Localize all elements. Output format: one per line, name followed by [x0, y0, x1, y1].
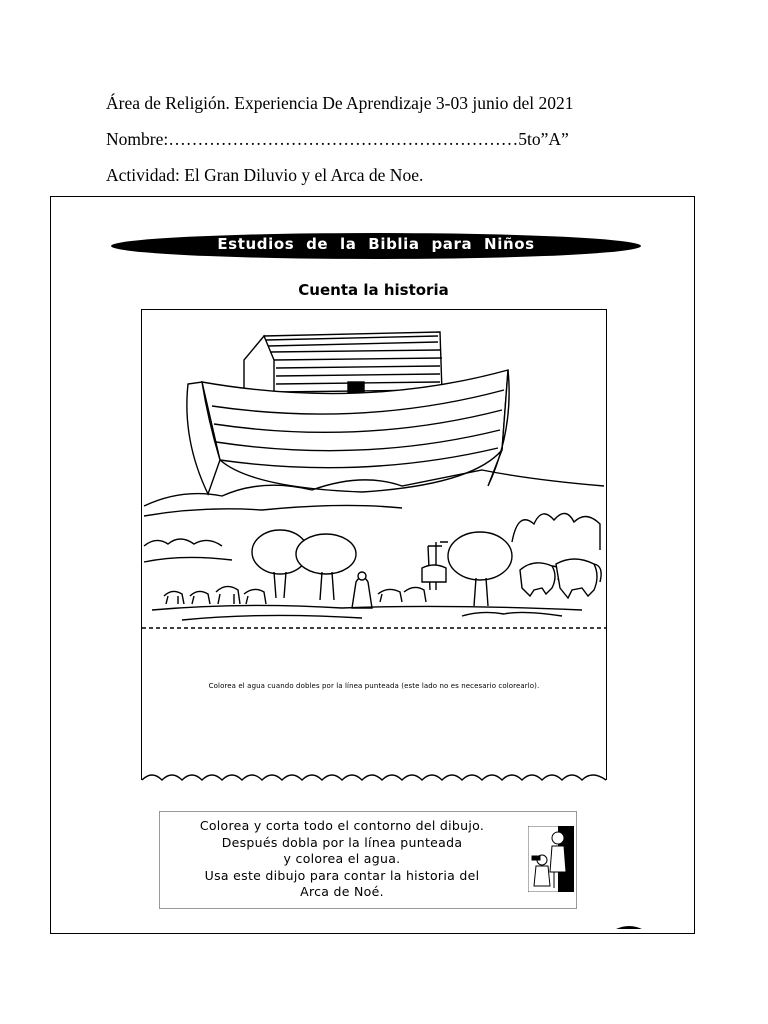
instructions-box: [159, 811, 577, 909]
instruction-line: Usa este dibujo para contar la historia del: [204, 867, 480, 883]
header-line-area: Área de Religión. Experiencia De Aprendizaje 3-03 junio del 2021: [106, 93, 574, 113]
banner-title: Estudios de la Biblia para Niños: [217, 235, 535, 253]
page-corner-mark: [616, 925, 642, 929]
ark-drawing-frame: [141, 309, 607, 780]
instruction-line: Después dobla por la línea punteada: [221, 834, 463, 850]
noahs-ark-illustration-icon: [142, 310, 606, 782]
fold-note: Colorea el agua cuando dobles por la línea punteada (este lado no es necesario colorearlo).: [208, 682, 540, 690]
banner: [111, 233, 641, 259]
instruction-line: Colorea y corta todo el contorno del dibujo.: [199, 818, 485, 833]
worksheet-subtitle: Cuenta la historia: [298, 281, 449, 299]
children-with-binoculars-icon: [528, 826, 574, 892]
header-line-name: Nombre:……………………………………………………5to”A”: [106, 129, 569, 149]
instructions-text: [164, 818, 520, 901]
instruction-line: Arca de Noé.: [300, 884, 384, 900]
instruction-line: y colorea el agua.: [283, 851, 401, 867]
header-line-activity: Actividad: El Gran Diluvio y el Arca de Noe.: [106, 165, 424, 185]
worksheet: [50, 196, 695, 934]
